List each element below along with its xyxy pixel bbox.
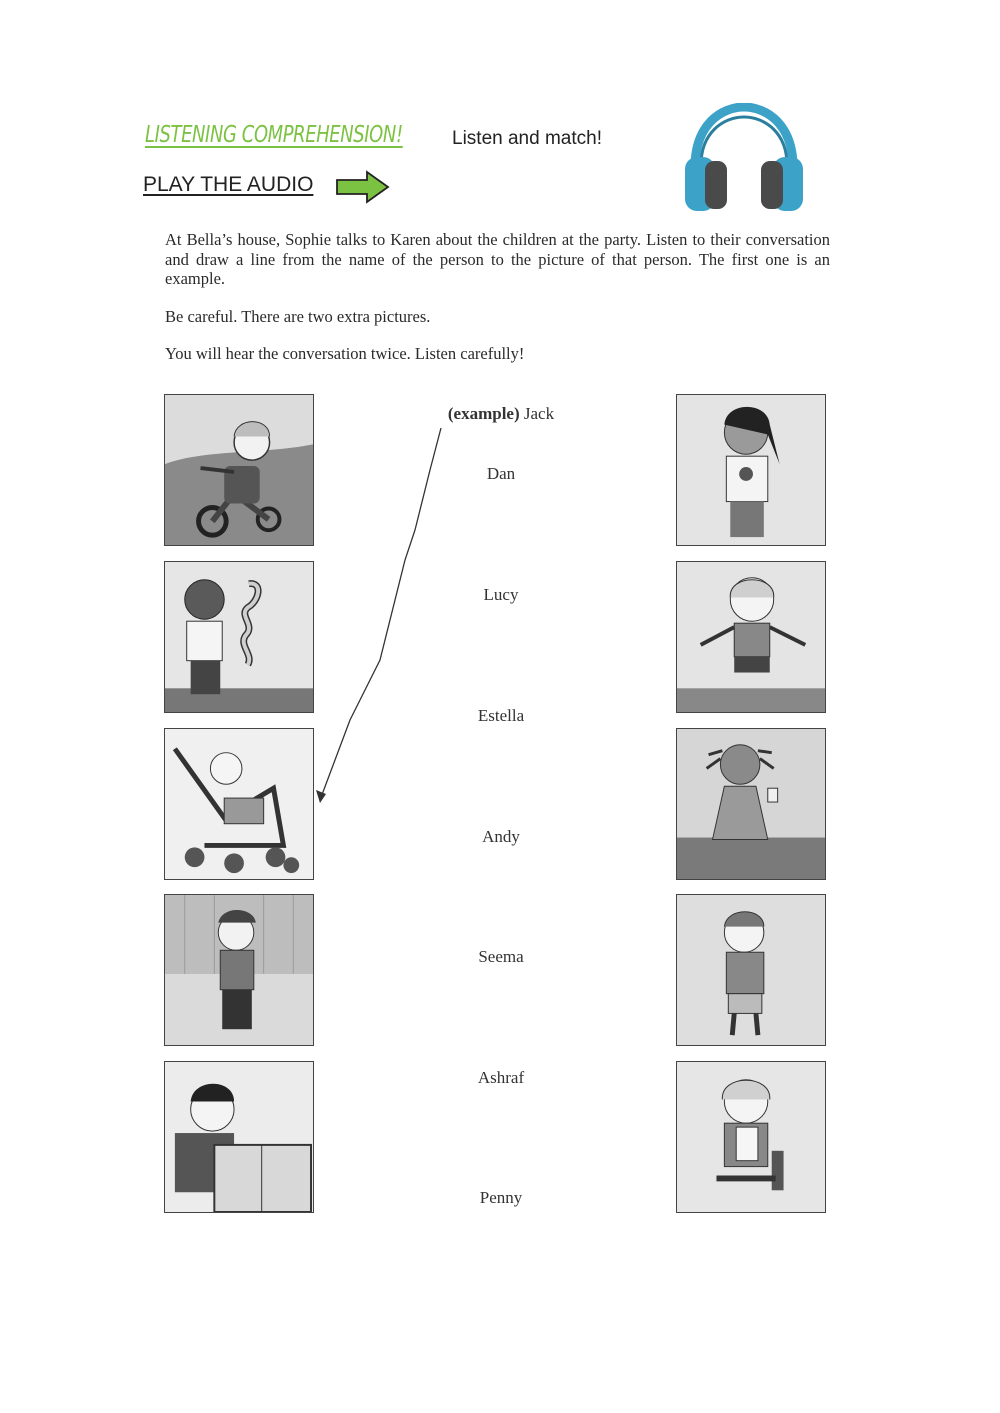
worksheet-title: LISTENING COMPREHENSION! — [145, 122, 403, 148]
picture-girl-with-flower-shirt[interactable] — [676, 394, 826, 546]
instructions — [165, 230, 830, 382]
name-estella[interactable]: Estella — [477, 706, 525, 725]
picture-boy-sitting-writing[interactable] — [676, 1061, 826, 1213]
play-audio-link[interactable]: PLAY THE AUDIO — [143, 173, 314, 196]
picture-boy-with-curly-hair[interactable] — [676, 561, 826, 713]
name-andy[interactable]: Andy — [482, 827, 520, 846]
picture-girl-on-tricycle[interactable] — [164, 394, 314, 546]
picture-child-in-pushchair[interactable] — [164, 728, 314, 880]
example-tag: (example) — [447, 404, 520, 423]
headphones-icon — [683, 103, 805, 213]
name-jack: Jack — [523, 404, 555, 423]
instruction-paragraph: Be careful. There are two extra pictures. — [165, 306, 431, 326]
name-seema[interactable]: Seema — [478, 947, 524, 966]
picture-boy-holding-snake-toy[interactable] — [164, 561, 314, 713]
picture-girl-at-fish-tank[interactable] — [164, 1061, 314, 1213]
instruction-paragraph: You will hear the conversation twice. Listen carefully! — [165, 344, 525, 363]
name-ashraf[interactable]: Ashraf — [477, 1068, 525, 1087]
instruction-paragraph: At Bella’s house, Sophie talks to Karen about the children at the party. Listen to their conversation and draw a line from the name of the person to the picture of that person. The first one is an example. — [165, 230, 830, 288]
name-dan[interactable]: Dan — [486, 464, 516, 483]
play-arrow-icon[interactable] — [335, 170, 390, 204]
picture-girl-with-braids-holding-cup[interactable] — [676, 728, 826, 880]
worksheet-subtitle: Listen and match! — [452, 128, 602, 149]
name-lucy[interactable]: Lucy — [483, 585, 519, 604]
name-penny[interactable]: Penny — [479, 1188, 523, 1207]
picture-boy-with-cap-and-glasses[interactable] — [164, 894, 314, 1046]
picture-boy-with-cat-shirt[interactable] — [676, 894, 826, 1046]
example-name-label — [436, 404, 566, 424]
